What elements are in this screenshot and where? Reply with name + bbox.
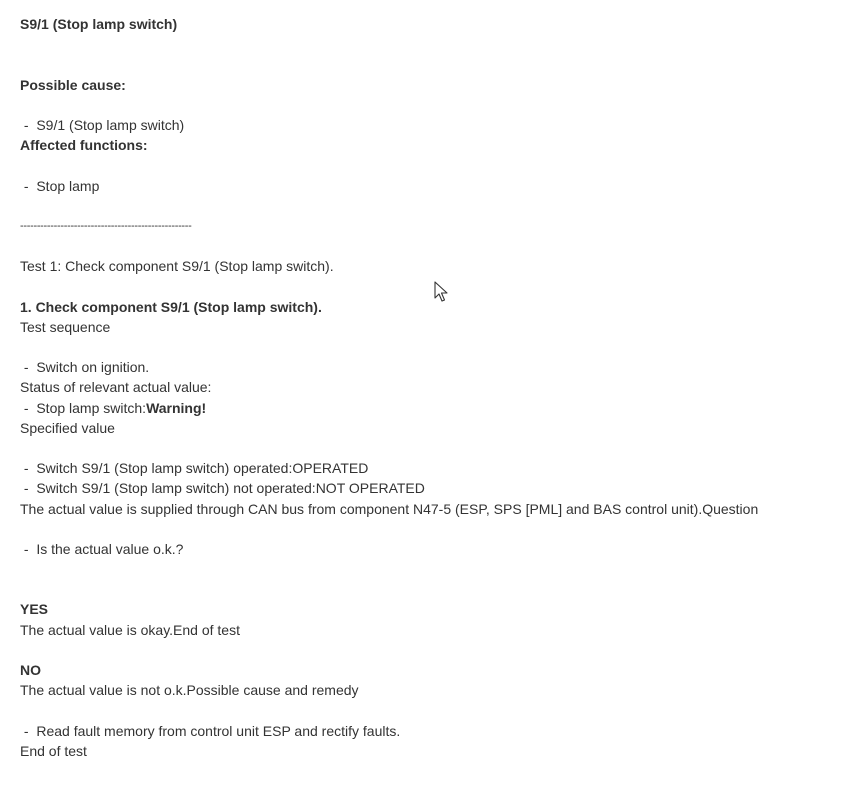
remedy-item xyxy=(20,721,850,741)
bullet-prefix: - xyxy=(20,480,37,497)
status-item-label: Stop lamp switch: xyxy=(36,399,147,416)
bullet-prefix: - xyxy=(20,460,37,477)
status-item xyxy=(20,398,850,418)
diagnostic-document xyxy=(20,14,850,761)
possible-cause-item xyxy=(20,115,850,135)
spec-item xyxy=(20,478,850,498)
affected-functions-heading: Affected functions: xyxy=(20,137,148,154)
bullet-prefix: - xyxy=(20,177,37,194)
supply-line: The actual value is supplied through CAN bus from component N47-5 (ESP, SPS [PML] and BAS control unit).Question xyxy=(20,500,759,517)
no-heading: NO xyxy=(20,662,41,678)
bullet-prefix: - xyxy=(20,399,37,416)
bullet-prefix: - xyxy=(20,116,37,133)
sequence-item xyxy=(20,357,850,377)
yes-text: The actual value is okay.End of test xyxy=(20,621,240,638)
separator-line: --------------------------------------------------- xyxy=(20,219,192,232)
affected-function-text: Stop lamp xyxy=(36,177,100,194)
yes-heading: YES xyxy=(20,601,49,618)
spec-item-text: Switch S9/1 (Stop lamp switch) operated:OPERATED xyxy=(36,460,369,477)
bullet-prefix: - xyxy=(20,540,37,557)
bullet-prefix: - xyxy=(20,359,37,376)
step1-heading: 1. Check component S9/1 (Stop lamp switch). xyxy=(20,298,322,315)
possible-cause-text: S9/1 (Stop lamp switch) xyxy=(36,116,185,133)
question-item xyxy=(20,539,850,559)
spec-item-text: Switch S9/1 (Stop lamp switch) not operated:NOT OPERATED xyxy=(36,480,425,497)
status-label: Status of relevant actual value: xyxy=(20,379,212,396)
bullet-prefix: - xyxy=(20,722,37,739)
end-text: End of test xyxy=(20,742,87,759)
test-sequence-label: Test sequence xyxy=(20,318,111,335)
possible-cause-heading: Possible cause: xyxy=(20,76,126,93)
specified-value-label: Specified value xyxy=(20,419,115,436)
status-item-value: Warning! xyxy=(146,399,207,416)
spec-item xyxy=(20,458,850,478)
no-text: The actual value is not o.k.Possible cause and remedy xyxy=(20,682,359,699)
document-title: S9/1 (Stop lamp switch) xyxy=(20,16,178,32)
question-item-text: Is the actual value o.k.? xyxy=(36,540,184,557)
affected-function-item xyxy=(20,176,850,196)
mouse-pointer-icon xyxy=(434,281,448,303)
sequence-item-text: Switch on ignition. xyxy=(36,359,150,376)
test1-line: Test 1: Check component S9/1 (Stop lamp switch). xyxy=(20,258,334,275)
remedy-item-text: Read fault memory from control unit ESP and rectify faults. xyxy=(36,722,401,739)
